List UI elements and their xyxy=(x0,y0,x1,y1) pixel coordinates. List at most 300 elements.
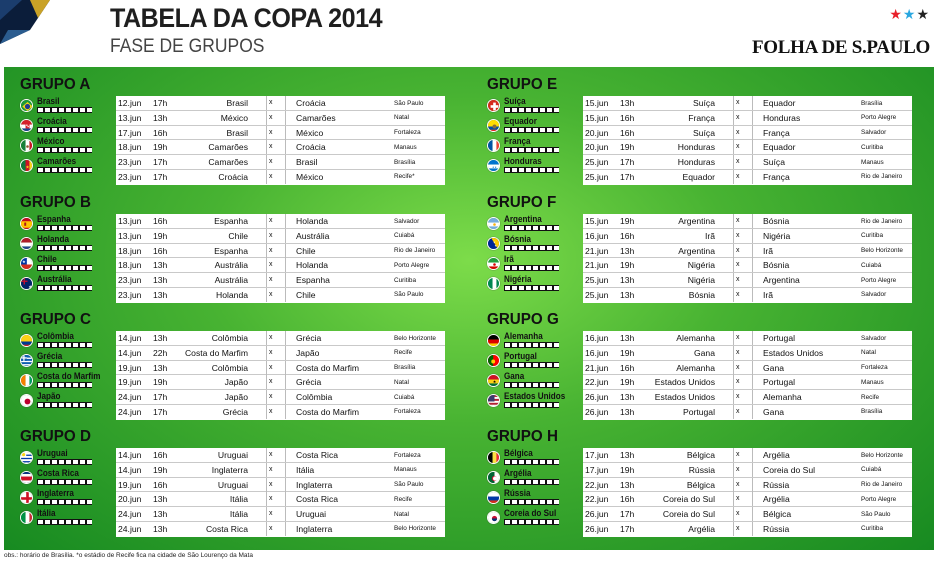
algeria-flag-icon xyxy=(487,471,500,484)
match-date: 21.jun xyxy=(585,260,609,271)
away-team: Brasil xyxy=(296,157,318,168)
team-item xyxy=(20,468,112,488)
match-row xyxy=(116,170,445,185)
score-divider xyxy=(285,244,286,258)
brand-logo: FOLHA DE S.PAULO xyxy=(751,37,930,58)
match-date: 22.jun xyxy=(585,479,609,490)
match-row xyxy=(116,507,445,522)
belgium-flag-icon xyxy=(487,451,500,464)
score-divider xyxy=(752,244,753,258)
match-venue: Brasília xyxy=(861,99,883,107)
match-date: 14.jun xyxy=(118,347,142,358)
score-boxes xyxy=(504,459,559,465)
team-name: Uruguai xyxy=(37,448,68,458)
match-venue: Recife* xyxy=(394,173,415,181)
match-venue: Fortaleza xyxy=(394,408,421,416)
away-team: França xyxy=(763,171,790,182)
score-divider xyxy=(733,258,734,272)
versus-mark: x xyxy=(736,99,740,106)
score-boxes xyxy=(37,459,92,465)
score-boxes xyxy=(37,245,92,251)
score-divider xyxy=(285,258,286,272)
match-date: 23.jun xyxy=(118,171,142,182)
score-divider xyxy=(733,405,734,419)
away-team: Portugal xyxy=(763,377,796,388)
match-venue: Fortaleza xyxy=(394,451,421,459)
match-venue: São Paulo xyxy=(861,510,891,518)
portugal-flag-icon xyxy=(487,354,500,367)
home-team: Nigéria xyxy=(687,275,715,286)
group-title: GRUPO D xyxy=(20,428,91,445)
match-venue: Cuiabá xyxy=(861,261,882,269)
score-boxes xyxy=(504,167,559,173)
team-item xyxy=(487,214,579,234)
match-date: 18.jun xyxy=(118,260,142,271)
match-venue: Salvador xyxy=(861,334,887,342)
versus-mark: x xyxy=(736,113,740,121)
match-row xyxy=(583,463,912,478)
match-date: 14.jun xyxy=(118,333,142,343)
home-team: Camarões xyxy=(208,157,248,168)
match-row xyxy=(116,478,445,493)
score-divider xyxy=(285,288,286,302)
versus-mark: x xyxy=(269,334,273,341)
match-time: 16h xyxy=(620,494,635,505)
match-row xyxy=(116,126,445,141)
match-time: 13h xyxy=(620,245,635,256)
stars-decoration xyxy=(889,6,930,23)
versus-mark: x xyxy=(269,217,273,224)
match-venue: Natal xyxy=(394,378,409,386)
team-name: Estados Unidos xyxy=(504,391,566,401)
versus-mark: x xyxy=(269,99,273,106)
versus-mark: x xyxy=(269,246,273,254)
away-team: Equador xyxy=(763,98,796,108)
away-team: Irã xyxy=(763,245,774,256)
group-grupo-f xyxy=(487,194,932,304)
score-divider xyxy=(266,170,267,184)
score-boxes xyxy=(504,382,559,388)
match-date: 26.jun xyxy=(585,392,609,403)
team-name: Argentina xyxy=(504,214,542,224)
group-title: GRUPO B xyxy=(20,194,91,211)
versus-mark: x xyxy=(736,378,740,386)
match-date: 24.jun xyxy=(118,509,142,520)
match-venue: São Paulo xyxy=(394,99,424,107)
match-date: 21.jun xyxy=(585,362,609,373)
colombia-flag-icon xyxy=(20,334,33,347)
away-team: França xyxy=(763,127,790,138)
match-date: 16.jun xyxy=(585,347,609,358)
score-boxes xyxy=(37,285,92,291)
match-venue: Salvador xyxy=(861,129,887,137)
match-venue: Recife xyxy=(394,349,413,357)
team-name: Brasil xyxy=(37,96,60,106)
match-row xyxy=(583,155,912,170)
home-team: França xyxy=(688,112,715,123)
home-team: Uruguai xyxy=(217,479,248,490)
team-name: França xyxy=(504,136,531,146)
versus-mark: x xyxy=(269,261,273,269)
home-team: Bélgica xyxy=(686,479,715,490)
match-row xyxy=(583,331,912,346)
match-time: 17h xyxy=(620,157,635,168)
match-venue: Cuiabá xyxy=(394,393,415,401)
score-divider xyxy=(752,331,753,345)
away-team: Suíça xyxy=(763,157,785,168)
home-team: Gana xyxy=(693,347,715,358)
home-team: Camarões xyxy=(208,142,248,153)
match-row xyxy=(116,244,445,259)
home-team: Costa do Marfim xyxy=(184,347,248,358)
away-team: Estados Unidos xyxy=(763,347,824,358)
ghana-flag-icon xyxy=(487,374,500,387)
match-venue: Curitiba xyxy=(861,525,884,533)
away-team: Equador xyxy=(763,142,796,153)
home-team: Alemanha xyxy=(676,333,715,343)
home-team: Itália xyxy=(229,509,248,520)
match-date: 24.jun xyxy=(118,523,142,534)
away-team: Uruguai xyxy=(296,509,327,520)
home-team: Espanha xyxy=(214,245,248,256)
home-team: Argentina xyxy=(678,216,715,226)
home-team: Grécia xyxy=(222,406,248,417)
match-time: 17h xyxy=(153,157,168,168)
score-divider xyxy=(752,214,753,228)
match-venue: Belo Horizonte xyxy=(394,525,436,533)
match-time: 13h xyxy=(620,98,635,108)
match-row xyxy=(116,229,445,244)
score-boxes xyxy=(504,402,559,408)
score-divider xyxy=(285,507,286,521)
versus-mark: x xyxy=(269,158,273,166)
match-time: 19h xyxy=(153,377,168,388)
page-subtitle: FASE DE GRUPOS xyxy=(110,36,265,57)
team-item xyxy=(487,156,579,176)
home-team: Chile xyxy=(228,230,248,241)
match-row xyxy=(116,258,445,273)
team-name: Nigéria xyxy=(504,274,532,284)
score-boxes xyxy=(504,342,559,348)
versus-mark: x xyxy=(736,128,740,136)
match-venue: Rio de Janeiro xyxy=(394,247,436,255)
score-divider xyxy=(733,170,734,184)
home-team: Honduras xyxy=(677,157,715,168)
score-divider xyxy=(285,140,286,154)
home-team: Costa Rica xyxy=(205,523,248,534)
away-team: Gana xyxy=(763,362,785,373)
ivory-coast-flag-icon xyxy=(20,374,33,387)
match-time: 16h xyxy=(620,362,635,373)
match-venue: Manaus xyxy=(861,158,884,166)
score-divider xyxy=(733,96,734,110)
match-venue: Porto Alegre xyxy=(861,495,897,503)
away-team: Argélia xyxy=(763,450,790,460)
match-venue: Natal xyxy=(861,349,876,357)
away-team: Nigéria xyxy=(763,230,791,241)
group-grupo-d xyxy=(20,428,465,538)
match-time: 13h xyxy=(620,289,635,300)
home-team: Bélgica xyxy=(686,450,715,460)
match-time: 13h xyxy=(153,260,168,271)
team-name: Rússia xyxy=(504,488,531,498)
germany-flag-icon xyxy=(487,334,500,347)
score-boxes xyxy=(37,147,92,153)
match-venue: Cuiabá xyxy=(861,466,882,474)
team-name: Holanda xyxy=(37,234,69,244)
score-boxes xyxy=(37,499,92,505)
score-divider xyxy=(733,361,734,375)
home-team: Alemanha xyxy=(676,362,715,373)
group-grupo-b xyxy=(20,194,465,304)
match-time: 16h xyxy=(153,479,168,490)
score-divider xyxy=(285,405,286,419)
star-icon: ★ xyxy=(889,6,903,22)
team-item xyxy=(487,391,579,411)
match-row xyxy=(583,390,912,405)
match-date: 12.jun xyxy=(118,98,142,108)
score-divider xyxy=(285,492,286,506)
score-divider xyxy=(285,170,286,184)
score-divider xyxy=(752,405,753,419)
away-team: Holanda xyxy=(296,216,329,226)
match-time: 13h xyxy=(153,494,168,505)
netherlands-flag-icon xyxy=(20,237,33,250)
home-team: Equador xyxy=(682,171,715,182)
away-team: Argélia xyxy=(763,494,790,505)
match-venue: Brasília xyxy=(394,364,416,372)
match-venue: Fortaleza xyxy=(861,364,888,372)
score-divider xyxy=(733,288,734,302)
match-venue: Curitiba xyxy=(861,232,884,240)
star-icon: ★ xyxy=(902,6,917,22)
match-venue: Manaus xyxy=(394,143,417,151)
away-team: México xyxy=(296,127,324,138)
away-team: Coreia do Sul xyxy=(763,464,816,475)
team-name: Coreia do Sul xyxy=(504,508,557,518)
score-divider xyxy=(266,288,267,302)
match-time: 13h xyxy=(153,509,168,520)
match-time: 19h xyxy=(620,377,635,388)
match-time: 22h xyxy=(153,347,168,358)
match-row xyxy=(116,111,445,126)
score-boxes xyxy=(504,362,559,368)
match-table xyxy=(583,214,912,303)
match-date: 13.jun xyxy=(118,216,142,226)
south-korea-flag-icon xyxy=(487,511,500,524)
match-row xyxy=(116,492,445,507)
score-divider xyxy=(733,140,734,154)
away-team: Bélgica xyxy=(763,509,792,520)
score-divider xyxy=(733,214,734,228)
match-table xyxy=(116,214,445,303)
score-divider xyxy=(266,346,267,360)
match-time: 19h xyxy=(153,142,168,153)
match-venue: São Paulo xyxy=(394,291,424,299)
team-item xyxy=(20,116,112,136)
home-team: Japão xyxy=(224,377,248,388)
uruguay-flag-icon xyxy=(20,451,33,464)
score-divider xyxy=(285,361,286,375)
match-time: 19h xyxy=(153,230,168,241)
match-time: 13h xyxy=(620,450,635,460)
home-team: Itália xyxy=(229,494,248,505)
team-name: Chile xyxy=(37,254,57,264)
green-field-background xyxy=(4,67,934,550)
score-boxes xyxy=(504,147,559,153)
match-date: 26.jun xyxy=(585,509,609,520)
group-grupo-a xyxy=(20,76,465,186)
score-divider xyxy=(733,507,734,521)
svg-text:★: ★ xyxy=(493,241,496,245)
match-time: 16h xyxy=(153,127,168,138)
match-date: 20.jun xyxy=(585,127,609,138)
match-table xyxy=(583,96,912,185)
away-team: Japão xyxy=(296,347,320,358)
match-time: 19h xyxy=(620,464,635,475)
versus-mark: x xyxy=(269,510,273,518)
match-date: 14.jun xyxy=(118,450,142,460)
versus-mark: x xyxy=(736,465,740,473)
home-team: Suíça xyxy=(693,127,715,138)
versus-mark: x xyxy=(736,348,740,356)
match-date: 16.jun xyxy=(585,333,609,343)
match-row xyxy=(116,288,445,303)
team-item xyxy=(20,274,112,294)
group-title: GRUPO C xyxy=(20,311,91,328)
france-flag-icon xyxy=(487,139,500,152)
score-divider xyxy=(752,463,753,477)
match-time: 13h xyxy=(153,275,168,286)
team-name: Colômbia xyxy=(37,331,74,341)
match-row xyxy=(583,258,912,273)
score-divider xyxy=(752,346,753,360)
away-team: Espanha xyxy=(296,275,330,286)
match-venue: Belo Horizonte xyxy=(394,334,436,342)
match-date: 25.jun xyxy=(585,157,609,168)
mexico-flag-icon xyxy=(20,139,33,152)
home-team: Uruguai xyxy=(217,450,248,460)
team-name: Austrália xyxy=(37,274,72,284)
score-boxes xyxy=(504,127,559,133)
iran-flag-icon xyxy=(487,257,500,270)
team-item xyxy=(20,96,112,116)
match-row xyxy=(116,361,445,376)
team-name: Costa do Marfim xyxy=(37,371,101,381)
home-team: Nigéria xyxy=(687,260,715,271)
score-boxes xyxy=(504,265,559,271)
match-venue: Recife xyxy=(861,393,880,401)
match-time: 16h xyxy=(620,127,635,138)
group-grupo-e xyxy=(487,76,932,186)
home-team: Brasil xyxy=(226,127,248,138)
versus-mark: x xyxy=(269,172,273,180)
versus-mark: x xyxy=(269,465,273,473)
score-boxes xyxy=(37,167,92,173)
team-item xyxy=(20,448,112,468)
match-venue: Natal xyxy=(394,510,409,518)
away-team: Itália xyxy=(296,464,315,475)
match-row xyxy=(116,214,445,229)
match-venue: Belo Horizonte xyxy=(861,247,903,255)
score-divider xyxy=(752,288,753,302)
team-item xyxy=(487,448,579,468)
score-divider xyxy=(733,375,734,389)
match-row xyxy=(583,140,912,155)
match-table xyxy=(116,448,445,537)
page-title: TABELA DA COPA 2014 xyxy=(110,3,383,33)
match-time: 17h xyxy=(620,171,635,182)
home-team: Colômbia xyxy=(211,333,248,343)
score-divider xyxy=(285,375,286,389)
away-team: Gana xyxy=(763,406,785,417)
team-name: Espanha xyxy=(37,214,71,224)
match-row xyxy=(583,273,912,288)
match-time: 17h xyxy=(153,98,168,108)
versus-mark: x xyxy=(736,217,740,224)
score-divider xyxy=(285,214,286,228)
score-divider xyxy=(285,522,286,536)
group-title: GRUPO A xyxy=(20,76,91,93)
score-boxes xyxy=(504,479,559,485)
match-row xyxy=(583,229,912,244)
away-team: Grécia xyxy=(296,333,322,343)
match-venue: Manaus xyxy=(861,378,884,386)
score-divider xyxy=(266,229,267,243)
versus-mark: x xyxy=(269,378,273,386)
match-row xyxy=(583,361,912,376)
versus-mark: x xyxy=(269,451,273,458)
match-venue: Rio de Janeiro xyxy=(861,217,903,225)
score-divider xyxy=(285,155,286,169)
away-team: Argentina xyxy=(763,275,800,286)
home-team: Argélia xyxy=(688,523,715,534)
match-date: 22.jun xyxy=(585,377,609,388)
home-team: México xyxy=(220,112,248,123)
match-row xyxy=(116,390,445,405)
match-date: 17.jun xyxy=(118,127,142,138)
away-team: Portugal xyxy=(763,333,796,343)
team-name: Bósnia xyxy=(504,234,532,244)
score-divider xyxy=(733,478,734,492)
home-team: Bósnia xyxy=(688,289,715,300)
away-team: Croácia xyxy=(296,142,326,153)
match-table xyxy=(116,96,445,185)
team-name: Costa Rica xyxy=(37,468,79,478)
match-time: 13h xyxy=(620,479,635,490)
score-divider xyxy=(285,273,286,287)
match-date: 17.jun xyxy=(585,450,609,460)
match-time: 13h xyxy=(620,333,635,343)
away-team: Costa do Marfim xyxy=(296,406,360,417)
group-grupo-g xyxy=(487,311,932,421)
match-date: 20.jun xyxy=(118,494,142,505)
score-divider xyxy=(266,448,267,462)
versus-mark: x xyxy=(736,290,740,298)
score-boxes xyxy=(37,342,92,348)
match-row xyxy=(583,244,912,259)
match-table xyxy=(116,331,445,420)
team-name: Gana xyxy=(504,371,525,381)
score-divider xyxy=(266,463,267,477)
chile-flag-icon xyxy=(20,257,33,270)
match-time: 17h xyxy=(153,171,168,182)
brazil-flag-icon xyxy=(20,99,33,112)
match-date: 18.jun xyxy=(118,245,142,256)
team-item xyxy=(487,234,579,254)
team-item xyxy=(20,234,112,254)
match-date: 13.jun xyxy=(118,230,142,241)
